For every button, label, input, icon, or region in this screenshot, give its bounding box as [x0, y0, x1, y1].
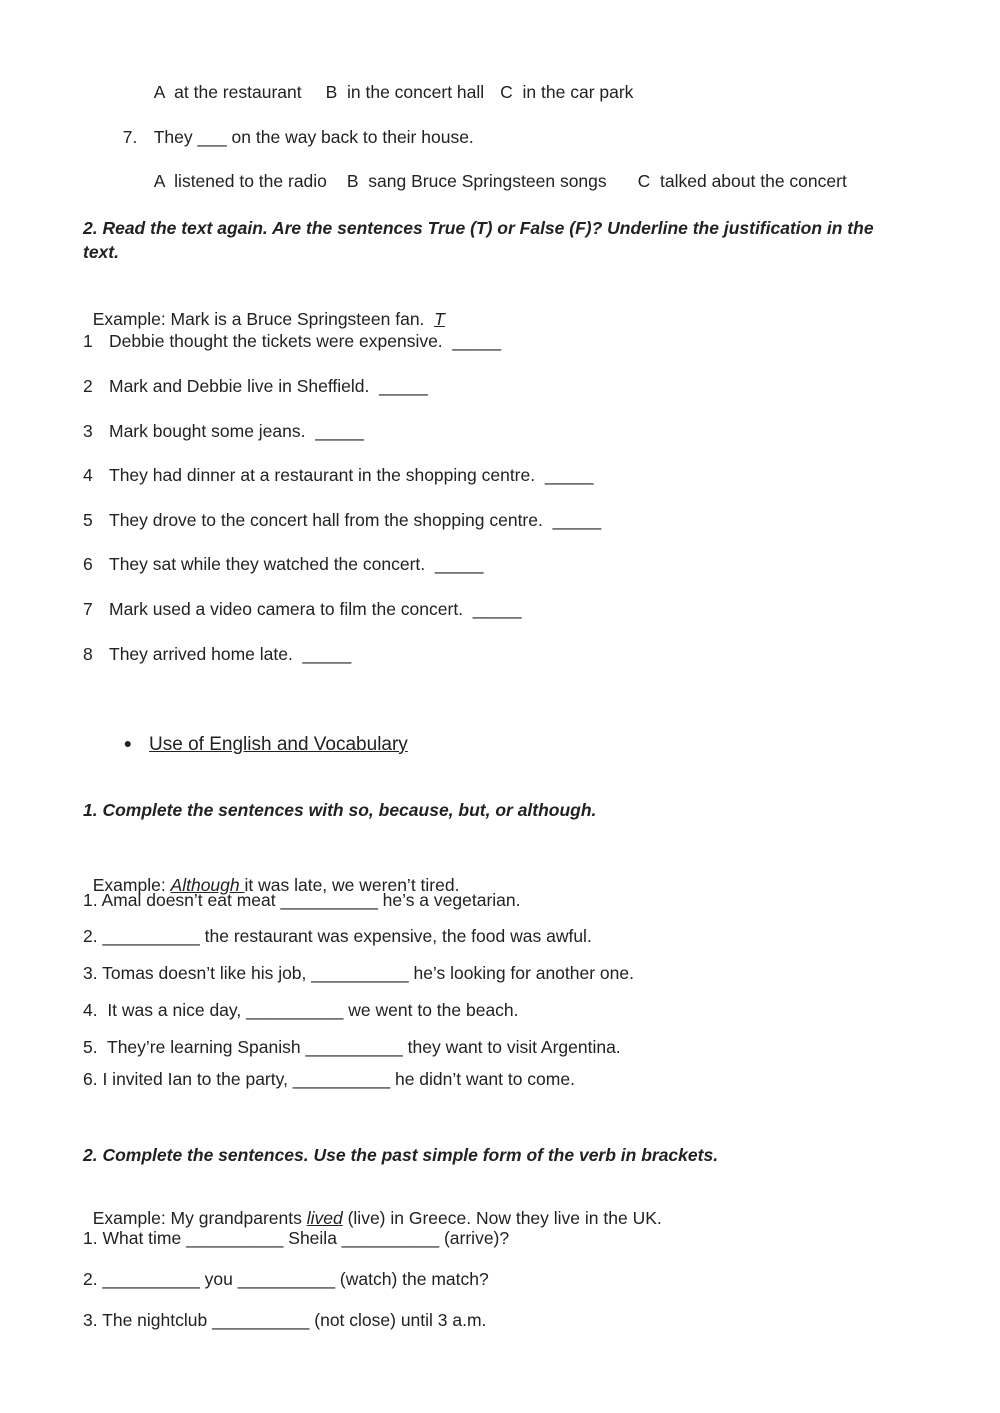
conj-example-rest: it was late, we weren’t tired. — [244, 875, 460, 895]
tf-item — [83, 420, 364, 442]
conj-item: 2. __________ the restaurant was expensive, the food was awful. — [83, 926, 592, 946]
past-example-rest: (live) in Greece. Now they live in the UK. — [342, 1208, 662, 1228]
tf-item-number: 8 — [83, 644, 93, 664]
tf-heading-line2: text. — [83, 242, 119, 262]
tf-example-text: Example: Mark is a Bruce Springsteen fan. — [92, 309, 435, 329]
tf-item — [83, 330, 501, 352]
q6-option-c: C in the car park — [500, 82, 634, 102]
tf-item-number: 2 — [83, 376, 93, 396]
past-example-prefix: Example: My grandparents — [92, 1208, 307, 1228]
tf-item-text: Debbie thought the tickets were expensive. _____ — [109, 331, 502, 351]
section-title-row — [113, 712, 408, 756]
past-item: 1. What time __________ Sheila __________ (arrive)? — [83, 1228, 510, 1248]
tf-item — [83, 643, 351, 665]
past-item: 3. The nightclub __________ (not close) until 3 a.m. — [83, 1310, 487, 1330]
q6-options — [144, 59, 633, 103]
tf-item-number: 3 — [83, 421, 93, 441]
bullet-icon: ● — [123, 735, 133, 751]
section-title: Use of English and Vocabulary — [149, 734, 408, 755]
tf-item — [83, 375, 428, 397]
tf-item-number: 7 — [83, 599, 93, 619]
tf-item-text: Mark bought some jeans. _____ — [109, 421, 364, 441]
tf-item-number: 1 — [83, 331, 93, 351]
conj-example-answer: Although — [170, 875, 245, 895]
past-example — [83, 1185, 662, 1229]
q7-text: They ___ on the way back to their house. — [153, 127, 474, 147]
tf-item — [83, 553, 484, 575]
conj-example-prefix: Example: — [92, 875, 171, 895]
conj-item: 4. It was a nice day, __________ we went to the beach. — [83, 1000, 519, 1020]
past-item: 2. __________ you __________ (watch) the match? — [83, 1269, 489, 1289]
q7-option-a: A listened to the radio — [153, 171, 327, 191]
q7-options — [144, 148, 847, 192]
tf-heading-line1: 2. Read the text again. Are the sentences True (T) or False (F)? Underline the justification in the — [83, 218, 874, 238]
tf-item-text: They sat while they watched the concert. _____ — [109, 554, 484, 574]
conj-item: 6. I invited Ian to the party, __________ he didn’t want to come. — [83, 1069, 575, 1089]
q7-option-c: C talked about the concert — [637, 171, 847, 191]
tf-item-number: 4 — [83, 465, 93, 485]
tf-item — [83, 509, 601, 531]
q6-option-b: B in the concert hall — [325, 82, 485, 102]
past-heading: 2. Complete the sentences. Use the past simple form of the verb in brackets. — [83, 1145, 719, 1165]
q7-number: 7. — [122, 127, 138, 147]
q6-option-a: A at the restaurant — [153, 82, 302, 102]
tf-item-text: They drove to the concert hall from the shopping centre. _____ — [109, 510, 602, 530]
tf-item — [83, 598, 521, 620]
conj-heading: 1. Complete the sentences with so, because, but, or although. — [83, 800, 597, 820]
tf-item-number: 5 — [83, 510, 93, 530]
past-example-answer: lived — [306, 1208, 343, 1228]
q7-question — [113, 104, 474, 148]
tf-example-answer: T — [434, 309, 445, 329]
tf-item — [83, 464, 594, 486]
tf-item-text: Mark and Debbie live in Sheffield. _____ — [109, 376, 428, 396]
tf-item-text: They arrived home late. _____ — [109, 644, 352, 664]
conj-item: 5. They’re learning Spanish __________ they want to visit Argentina. — [83, 1037, 621, 1057]
tf-item-text: Mark used a video camera to film the concert. _____ — [109, 599, 522, 619]
q7-option-b: B sang Bruce Springsteen songs — [346, 171, 607, 191]
tf-item-number: 6 — [83, 554, 93, 574]
conj-item: 3. Tomas doesn’t like his job, __________ he’s looking for another one. — [83, 963, 634, 983]
conj-item: 1. Amal doesn’t eat meat __________ he’s a vegetarian. — [83, 890, 521, 910]
tf-item-text: They had dinner at a restaurant in the shopping centre. _____ — [109, 465, 594, 485]
tf-example — [83, 286, 445, 330]
